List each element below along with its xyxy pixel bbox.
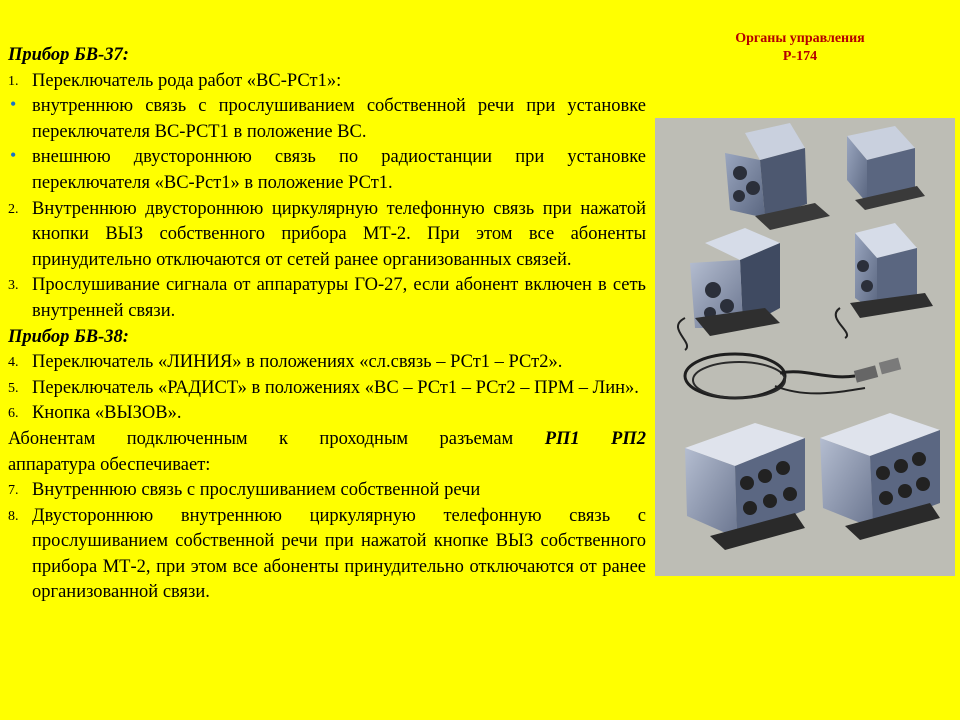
list-number: 8. bbox=[8, 508, 19, 524]
equipment-photo bbox=[655, 118, 955, 576]
list-item bbox=[8, 273, 646, 324]
bullet-item bbox=[8, 145, 646, 196]
bullet-item-text: внешнюю двустороннюю связь по радиостанции при установке переключателя «ВС-Рст1» в положение РСт1. bbox=[32, 147, 646, 193]
bullet-item-text: внутреннюю связь с прослушиванием собственной речи при установке переключателя ВС-РСТ1 в положение ВС. bbox=[32, 96, 646, 142]
list-number: 7. bbox=[8, 483, 19, 499]
list-item bbox=[8, 69, 646, 95]
list-number: 4. bbox=[8, 355, 19, 371]
list-number: 3. bbox=[8, 278, 19, 294]
list-number: 5. bbox=[8, 380, 19, 396]
list-item-text: Внутреннюю двустороннюю циркулярную телефонную связь при нажатой кнопки ВЫЗ собственного прибора МТ-2. При этом все абоненты принудительно отключаются от сетей ранее организованных связей. bbox=[32, 198, 646, 270]
bullet-item bbox=[8, 94, 646, 145]
bullet-icon: • bbox=[10, 145, 17, 166]
corner-title-line2: Р-174 bbox=[782, 49, 818, 64]
paragraph-text: Абонентам подключенным к проходным разъемам bbox=[8, 428, 545, 449]
list-item-text: Переключатель рода работ «ВС-РСт1»: bbox=[32, 70, 342, 91]
bv38-heading: Прибор БВ-38: bbox=[8, 326, 129, 347]
subscribers-paragraph-end: аппаратура обеспечивает: bbox=[8, 454, 211, 475]
list-number: 2. bbox=[8, 201, 19, 217]
list-item-text: Внутреннюю связь с прослушиванием собственной речи bbox=[32, 480, 481, 501]
list-item-text: Переключатель «РАДИСТ» в положениях «ВС – РСт1 – РСт2 – ПРМ – Лин». bbox=[32, 377, 639, 398]
list-item-text: Переключатель «ЛИНИЯ» в положениях «сл.связь – РСт1 – РСт2». bbox=[32, 352, 563, 373]
list-item bbox=[8, 376, 646, 402]
list-item bbox=[8, 350, 646, 376]
subscribers-paragraph bbox=[8, 427, 646, 453]
corner-title bbox=[700, 30, 900, 66]
corner-title-line1: Органы управления bbox=[735, 31, 865, 46]
bullet-icon: • bbox=[10, 94, 17, 115]
list-number: 6. bbox=[8, 406, 19, 422]
list-number: 1. bbox=[8, 73, 19, 89]
list-item-text: Прослушивание сигнала от аппаратуры ГО-27, если абонент включен в сеть внутренней связи. bbox=[32, 275, 646, 321]
connector-names: РП1 РП2 bbox=[544, 428, 647, 449]
list-item-text: Кнопка «ВЫЗОВ». bbox=[32, 403, 182, 424]
list-item bbox=[8, 401, 646, 427]
bv37-heading: Прибор БВ-37: bbox=[8, 45, 129, 65]
list-item bbox=[8, 197, 646, 274]
main-text bbox=[8, 43, 646, 606]
list-item-text: Двустороннюю внутреннюю циркулярную телефонную связь с прослушиванием собственной речи при нажатой кнопке ВЫЗ собственного прибора МТ-2, при этом все абоненты принудительно отключаются от ранее организованной связи. bbox=[32, 505, 646, 603]
list-item bbox=[8, 504, 646, 606]
equipment-illustration bbox=[655, 118, 955, 576]
list-item bbox=[8, 478, 646, 504]
